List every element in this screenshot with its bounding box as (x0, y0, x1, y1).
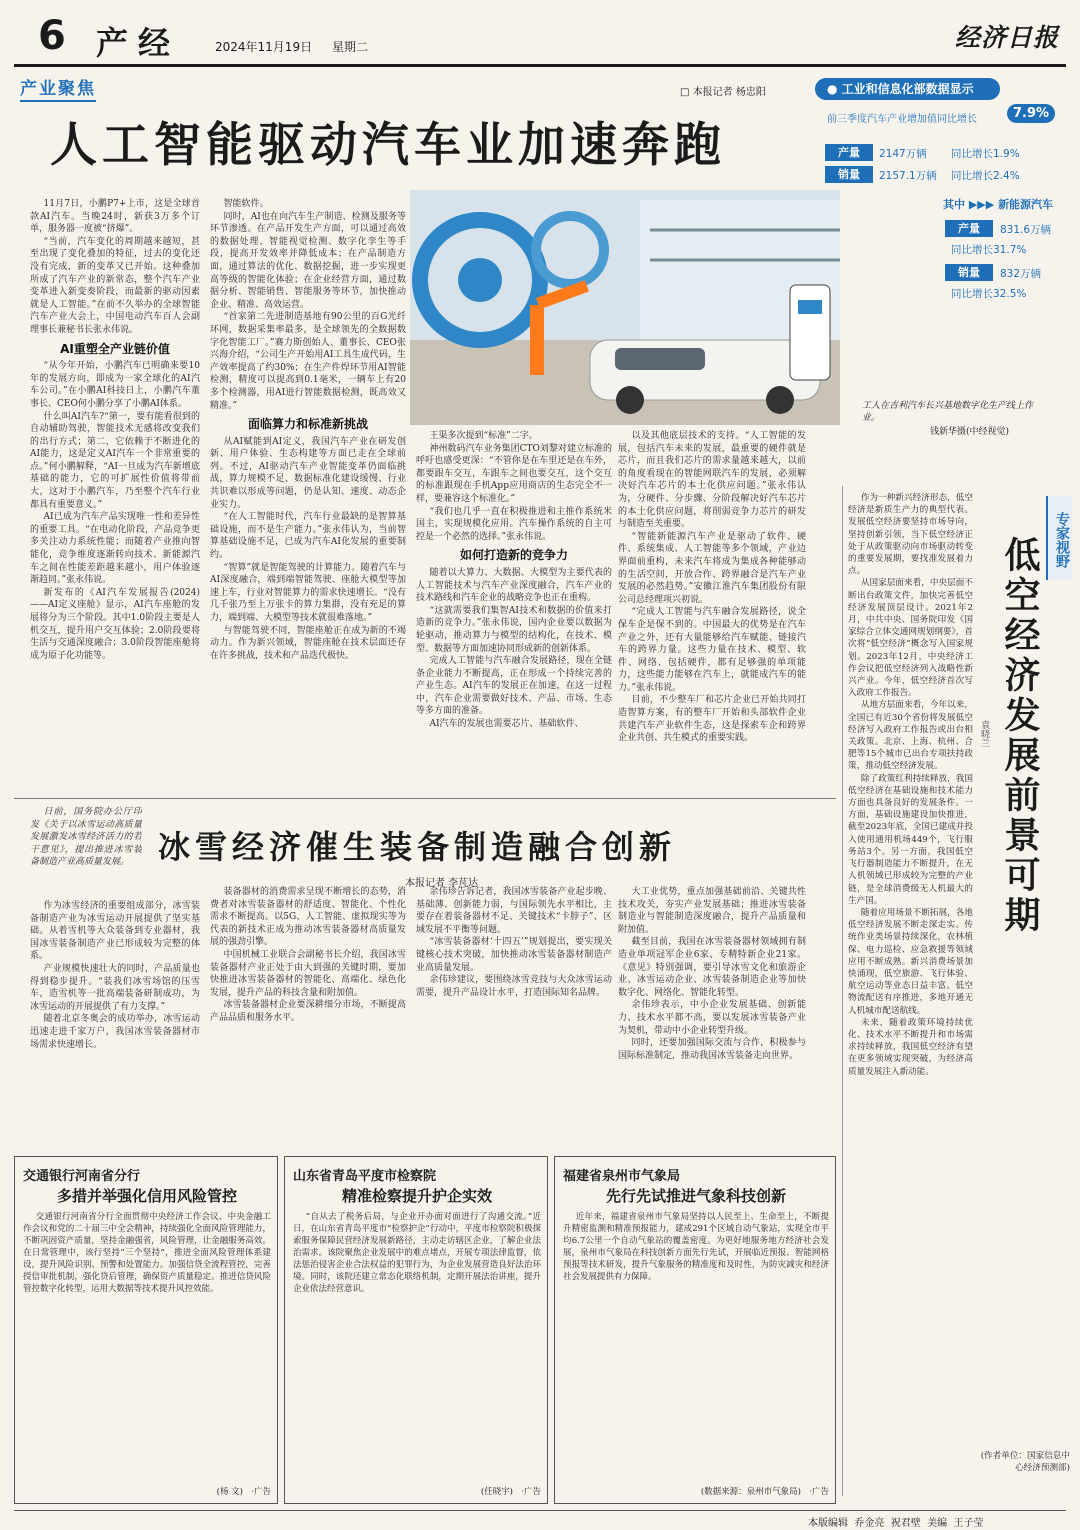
paragraph: “首家第二先进制造基地有90公里的百G光纤环网，数据采集率最多，是全球领先的全数据数字化智能工厂。”赛力斯创始人、董事长、CEO张兴海介绍，“公司生产开始用AI工具生成代码，生产效率提高了约30%；在生产件焊环节用AI智能检测，精度可以提高到0.1毫米，一辆车上有20多个检测器，用AI进行智能数据检测，既高效又精准。” (210, 312, 406, 411)
story2-headline: 冰雪经济催生装备制造融合创新 (158, 828, 677, 866)
paragraph: 神州数码汽车业务集团CTO刘黎对建立标准的呼吁也感受更深：“不管你是在车里还是在车外，都要跟车交互，车跟车之间也要交互，这个交互的标准跟现在手机App应用商店的生态完全不一样，要兼容这个标准化。” (416, 443, 612, 504)
ad-body-text: 近年来，福建省泉州市气象局坚持以人民至上、生命至上，不断提升精密监测和精准预报能力，建成291个区域自动气象站，实现全市平均6.7公里一个自动气象站的覆盖密度。为更好地服务地方经济社会发展，泉州市气象局在科技创新方面先行先试，开展临近预报、智能网格预报等技术研发，提升气象服务的精准度和及时性，为防灾减灾和经济社会发展提供有力保障。 (563, 1212, 829, 1282)
paragraph: “在人工智能时代，汽车行业最缺的是智算基础设施，而不是生产能力。”张永伟认为，当前智算基础设施不足，已成为汽车AI化发展的重要制约。 (210, 512, 406, 561)
masthead-rule (14, 64, 1066, 67)
ad-body (23, 1211, 271, 1483)
stat-row-sales-value: 2157.1万辆 (879, 170, 937, 182)
nev-prefix: 其中 ▶▶▶ (943, 198, 995, 211)
paragraph: 什么叫AI汽车?“第一，要有能看很到的自动辅助驾驶，智能技术无感将改变我们的出行方式；第二，它依赖于不断进化的AI能力，这是定义AI汽车一个非常重要的点。”何小鹏解释，“AI一旦成为汽车新增底基础的能力，它的可扩展性价值将带前大，这对于小鹏汽车，乃至整个汽车行业都具有重要意义。” (30, 411, 200, 510)
story2-lede (30, 806, 142, 876)
story1-column-1 (30, 198, 200, 788)
feature-photo (410, 190, 840, 425)
paragraph: 装备器材的消费需求呈现不断增长的态势，消费者对冰雪装备器材的舒适度、智能化、个性化需求不断提高。以5G、人工智能、虚拟现实等为代表的新技术正成为推动冰雪装备器材高质量发展的强劲引擎。 (210, 887, 406, 948)
headline: 人工智能驱动汽车业加速奔跑 (50, 118, 726, 173)
ad-title: 先行先试推进气象科技创新 (605, 1187, 786, 1205)
paragraph: 与智能驾驶不同，智能座舱正在成为新的不竭动力。作为新兴领域，智能座舱在技术层面还存在许多挑战，技术和产品迭代极快。 (210, 625, 406, 661)
nev-sales-value: 832万辆 (1000, 268, 1042, 280)
paragraph: 从地方层面来看，今年以来，全国已有近30个省份将发展低空经济写入政府工作报告或出台相关政策。北京、上海、杭州、合肥等15个城市已出台专项扶持政策，推动低空经济发展。 (848, 700, 973, 772)
ad-org: 交通银行河南省分行 (23, 1169, 141, 1184)
expert-divider (842, 486, 843, 1496)
ad-author: (数据来源：泉州市气象局) (700, 1487, 801, 1497)
paragraph: “这就需要我们集智AI技术和数据的价值来打造新的竞争力。”张永伟说，国内企业要以数据为轮驱动，推动算力与模型的结构化，在技术、模型、数据等方面加速协同形成新的创新体系。 (416, 605, 612, 654)
stat-row-output-growth: 同比增长1.9% (951, 148, 1020, 160)
footer-rule (14, 1510, 1066, 1511)
story1-column-3 (416, 430, 612, 790)
ad-tag: ·广告 (251, 1487, 271, 1497)
paragraph: 产业规模快速壮大的同时，产品质量也得到稳步提升。“装我们冰雪场馆的压雪车，造雪机等一批高端装备研制成功，为冰雪运动的开展提供了有力支撑。” (30, 963, 200, 1012)
subheading: AI重塑全产业链价值 (60, 341, 170, 356)
photo-caption: 工人在吉利汽车长兴基地数字化生产线上作业。 (862, 401, 1034, 423)
paragraph: “智算”就是智能驾驶的计算能力。随着汽车与AI深度融合，端到端智能驾驶、座舱大模型等加速上车，行业对智能算力的需求快速增长。“没有几千张乃至上万张卡的算力集群，没有充足的算力，端到端、大模型等技术就很难落地。” (210, 562, 406, 623)
newspaper-logo: 经济日报 (955, 23, 1060, 52)
expert-tag (1046, 496, 1072, 580)
byline-text: 本报记者 杨忠阳 (692, 87, 766, 98)
expert-tag-top: 专家 (1054, 512, 1070, 540)
stat-row-sales-key: 销量 (825, 166, 873, 183)
photo-credit: 钱新华摄(中经视觉) (930, 427, 1010, 437)
story1-column-2 (210, 198, 406, 788)
nev-title: 新能源汽车 (998, 198, 1054, 211)
paragraph: 新发布的《AI汽车发展报告(2024)——AI定义座舱》显示，AI汽车座舱的发展将分为三个阶段。其中1.0阶段主要是人机交互，提升用户交互体验；2.0阶段要将生活与交通深度融合；3.0阶段智能座舱将成为原子化功能等。 (30, 587, 200, 661)
ad-body (563, 1211, 829, 1483)
paragraph: “智能新能源汽车产业是驱动了软件、硬件、系统集成、人工智能等多个领域，产业边界面前重构，未来汽车将成为集成各种能够动的生活空间，开放合作、跨界融合是汽车产业发展的必然趋势。”安徽江淮汽车集团股份有限公司总经理项兴初说。 (618, 531, 806, 605)
kicker: 产业聚焦 (20, 74, 96, 102)
nev-output-growth: 同比增长31.7% (951, 244, 1027, 256)
expert-title: 低空经济发展前景可期 (999, 536, 1041, 936)
paragraph: 完成人工智能与汽车融合发展路径，现在全链条企业能力不断提高，正在形成一个持续完善的产业生态。AI汽车的发展正在加速，在这一过程中，汽车企业需要做好技术、产品、市场、生态等多方面的准备。 (416, 656, 612, 717)
nev-sales-key: 销量 (945, 264, 993, 281)
paragraph: 冰雪装备器材企业要深耕细分市场，不断提高产品品质和服务水平。 (210, 1000, 406, 1023)
growth-label: 前三季度汽车产业增加值同比增长 (827, 114, 977, 125)
paragraph: 随着应用场景不断拓展，各地低空经济发展不断走深走实。传统作业类场景持续深化，农林植保、电力巡检、应急救援等领域应用不断成熟。新兴消费场景加快涌现，低空旅游、飞行体验、航空运动等业态日益丰富。低空物流配送有序推进，多地开通无人机城市配送航线。 (848, 907, 973, 1016)
story2-column-4 (618, 886, 806, 1148)
stats-title-band (815, 78, 1000, 100)
expert-body-lower (978, 980, 1070, 1480)
stat-row-output-value: 2147万辆 (879, 148, 927, 160)
ad-title: 精准检察提升护企实效 (341, 1187, 492, 1205)
paragraph: “冰雪装备器材‘十四五’”规划提出，要实现关键核心技术突破，加快推动冰雪装备器材制造产业高质量发展。 (416, 937, 612, 973)
story2-top-rule (14, 798, 836, 799)
nev-output-value: 831.6万辆 (1000, 224, 1052, 236)
stat-row-sales-growth: 同比增长2.4% (951, 170, 1020, 182)
ad-org: 山东省青岛平度市检察院 (293, 1169, 437, 1184)
story2-column-1 (30, 900, 200, 1148)
nev-output-key: 产量 (945, 220, 993, 237)
footer-note: (作者单位：国家信息中心经济预测部) (980, 1451, 1070, 1474)
byline (680, 83, 766, 98)
paragraph: AI汽车的发展也需要芯片、基础软件、 (429, 719, 584, 730)
story2-byline: 本报记者 李芃达 (405, 878, 479, 889)
paragraph: 中国机械工业联合会副秘书长介绍，我国冰雪装备器材产业正处于由大到强的关键时期，要加快推进冰雪装备器材的智能化、高端化、绿色化发展，提升产品的科技含量和附加值。 (210, 949, 406, 998)
paragraph: 从AI赋能到AI定义，我国汽车产业在研发创新、用户体验、生态构建等方面已走在全球前列。不过，AI驱动汽车产业智能变革仍面临挑战，算力规模不足、数据标准化建设缓慢、行业共识难以形成等问题，仍是认知、速度、动态企业实力。 (210, 436, 406, 510)
paragraph: 作为冰雪经济的重要组成部分，冰雪装备制造产业为冰雪运动开展提供了坚实基础。从着雪机等大众装备到专业器材，我国冰雪装备制造产业已形成较为完整的体系。 (30, 901, 200, 962)
nev-sales-growth: 同比增长32.5% (951, 288, 1027, 300)
page-number: 6 (38, 13, 66, 59)
ad-org: 福建省泉州市气象局 (563, 1169, 681, 1184)
editor-credits: 本版编辑 乔金亮 祝君壁 美编 王子莹 (808, 1518, 984, 1529)
paragraph: 同时，AI也在向汽车生产制造、检测及服务等环节渗透。在产品开发生产方面，可以通过高效的数据处理、智能视觉检测、数字化孪生等手段，提高开发效率并降低成本；在产品制造方面，通过算法的优化、数据挖掘，进一步实现更高等级的智能化体验；在企业经营方面，通过数据分析、智能销售、智能服务等环节，加快推动企业、精准、高效运营。 (210, 211, 406, 310)
masthead (0, 0, 1080, 70)
paragraph: 截至目前，我国在冰雪装备器材领域拥有制造业单项冠军企业6家、专精特新企业21家。《意见》特别强调，要引导冰雪文化和旅游企业、冰雪运动企业、冰雪装备制造企业等加快数字化、网络化、智能化转型。 (618, 937, 806, 998)
subheading: 如何打造新的竞争力 (459, 548, 568, 563)
paragraph: 余伟珍建议，要围绕冰雪竞技与大众冰雪运动需要，提升产品设计水平，打造国际知名品牌。 (416, 975, 612, 998)
ad-tag: ·广告 (809, 1487, 829, 1497)
issue-date: 2024年11月19日 (215, 40, 313, 54)
ad-author: (杨 文) (216, 1487, 243, 1497)
paragraph: 以及其他底层技术的支持。“人工智能的发展，包括汽车未来的发展，最重要的硬件就是芯片，而且我们芯片的需求量越来越大，以前的角度看现在的智能网联汽车的发展，必须解决好汽车芯片的本土化供应问题。”张永伟认为，分硬件、分步骤、分阶段解决好汽车芯片的本土化供应问题，将削弱竞争力芯片的研发与制造至关重要。 (618, 431, 806, 530)
paragraph: 智能软件。 (223, 199, 269, 209)
stats-title: 工业和信息化部数据显示 (841, 82, 974, 96)
paragraph: 目前，不少整车厂和芯片企业已开始共同打造智算方案，有的整车厂开始和头部软件企业共建汽车产业软件生态，这是探索车企和跨界企业共创、共生模式的重要实践。 (618, 695, 806, 744)
ad-body (293, 1211, 541, 1483)
ad-body-text: “自从去了税务后局，与企业开办面对面进行了沟通交流。”近日，在山东省青岛平度市“检察护企”行动中，平度市检察院积极探索服务保障民营经济发展新路径，主动走访辖区企业，了解企业法治需求。该院聚焦企业发展中的难点堵点，开展专项法律监督，依法惩治侵害企业合法权益的犯罪行为，为企业发展营造良好法治环境。同时，该院还建立常态化联络机制，定期开展法治讲座，提升企业依法经营意识。 (293, 1212, 541, 1294)
byline-box-icon: □ (680, 87, 693, 98)
paragraph: 同时，还要加强国际交流与合作，积极参与国际标准制定，推动我国冰雪装备走向世界。 (618, 1038, 806, 1061)
nev-heading (943, 196, 1053, 212)
issue-weekday: 星期二 (332, 40, 369, 54)
story2-column-3 (416, 886, 612, 1148)
factory-illustration (410, 190, 840, 425)
story1-column-4 (618, 430, 806, 790)
paragraph: “完成人工智能与汽车融合发展路径，说全保车企是保不到的。中国最大的优势是在汽车产业之外，还有大量能够给汽车赋能、链接汽车的跨界力量。这些力量在技术、模型、软件、网络、包括硬件，都有足够强的单项能力，这些能力能够在汽车上，就能成汽车的能力。”张永伟说。 (618, 607, 806, 693)
paragraph: 随着以大算力、大数据、大模型为主要代表的人工智能技术与汽车产业深度融合，汽车产业的技术路线和汽车企业的战略竞争也正在重构。 (416, 567, 612, 604)
paragraph: 随着北京冬奥会的成功举办，冰雪运动迅速走进千家万户，我国冰雪装备器材市场需求快速增长。 (30, 1014, 200, 1050)
paragraph: 余伟珍告诉记者，我国冰雪装备产业起步晚、基础薄、创新能力弱，与国际领先水平相比，主要存在着装备器材不足、关键技术“卡脖子”、区域发展不平衡等问题。 (416, 887, 612, 935)
paragraph: “当前，汽车变化的周期越来越短，甚至出现了变化叠加的特征，过去的变化还没有完成，新的变革又已开始。这种叠加所成了汽车产业的新常态，整个汽车产业变革进入新变奏阶段，而最新的驱动因素就是人工智能。”在前不久举办的全球智能汽车产业大会上，中国电动汽车百人会副理事长兼秘书长张永伟说。 (30, 236, 200, 335)
expert-body (848, 492, 973, 1492)
subheading: 面临算力和标准新挑战 (247, 417, 368, 432)
paragraph: 王渠多次提到“标准”二字。 (429, 431, 538, 441)
section-name: 产经 (96, 24, 181, 62)
expert-tag-bottom: 视野 (1054, 540, 1070, 568)
stat-row-output-key: 产量 (825, 144, 873, 161)
ad-box-2 (284, 1156, 548, 1504)
paragraph: 除了政策红利持续释放，我国低空经济在基础设施和技术能力方面也具备良好的发展条件。一方面，基础设施建设加快推进，截至2023年底，全国已建成并投入使用通用机场449个，飞行服务站3个。另一方面，我国低空飞行器制造能力不断提升，在无人机领域已形成较为完整的产业链，是全球消费级无人机最大的生产国。 (848, 773, 973, 906)
paragraph: 大工业优势，重点加强基础前沿、关键共性技术攻关，夯实产业发展基础；推进冰雪装备制造业与智能制造深度融合，提升产品质量和附加值。 (618, 887, 806, 935)
ad-box-1 (14, 1156, 278, 1504)
ad-box-3 (554, 1156, 836, 1504)
lede-text: 日前，国务院办公厅印发《关于以冰雪运动高质量发展激发冰雪经济活力的若干意见》，提出推进冰雪装备制造产业高质量发展。 (30, 807, 142, 868)
ad-body-text: 交通银行河南省分行全面贯彻中央经济工作会议、中央金融工作会议和党的二十届三中全会精神，持续强化全面风险管理能力，不断巩固资产质量，坚持金融强省，风险管理，让金融服务高效。在日常管理中，该行坚持“三个坚持”，推进全面风险管理体系建设，提升风险识别、预警和处置能力。加强信贷全流程管控，完善授信审批机制，强化贷后管理，确保资产质量稳定。推进信贷风险管控数字化转型，运用大数据等技术提升风控效能。 (23, 1212, 271, 1294)
growth-value: 7.9% (1007, 104, 1055, 123)
expert-author: 袁晓兰 (979, 720, 989, 747)
bullet-icon: ● (827, 82, 842, 96)
paragraph: 11月7日，小鹏P7+上市，这是全球首款AI汽车。当晚24时，新获3万多个订单，服务器一度被“挤爆”。 (30, 199, 200, 235)
story2-column-2 (210, 886, 406, 1148)
paragraph: 从国家层面来看，中央层面不断出台政策文件，加快完善低空经济发展顶层设计。2021年2月，中共中央、国务院印发《国家综合立体交通网规划纲要》，首次将“低空经济”概念写入国家规划。2023年12月，中央经济工作会议把低空经济列入战略性新兴产业。今年，低空经济首次写入政府工作报告。 (848, 578, 973, 699)
stats-panel (815, 74, 1072, 304)
ad-tag: ·广告 (521, 1487, 541, 1497)
paragraph: 作为一种新兴经济形态，低空经济是新质生产力的典型代表。发展低空经济要坚持市场导向，坚持创新引领，当下低空经济正处于从政策驱动向市场驱动转变的重要发展期，要找准发展着力点。 (848, 493, 973, 577)
paragraph: “从今年开始，小鹏汽车已明确来要10年的发展方向，即成为一家全球化的AI汽车公司。”在小鹏AI科技日上，小鹏汽车董事长、CEO何小鹏分享了小鹏AI体系。 (30, 361, 200, 409)
ad-title: 多措并举强化信用风险管控 (56, 1187, 237, 1205)
paragraph: “我们也几乎一直在积极推进和主推作系统米国主，实现规模化应用。汽车操作系统的自主可控是一个必然的选择。”张永伟说。 (416, 506, 612, 542)
paragraph: 未来，随着政策环境持续优化、技术水平不断提升和市场需求持续释放，我国低空经济有望在更多领域实现突破，为经济高质量发展注入新动能。 (848, 1017, 973, 1077)
ad-author: (任晓宇) (480, 1487, 513, 1497)
paragraph: AI已成为汽车产品实现唯一性和差异性的重要工具。“在电动化阶段，产品竞争更多关注动力系统性能；而随着产业推向智能化，竞争维度逐渐转向技术、新能源汽车之间在性能差距越来越小，用户体验逐渐趋同。”张永伟说。 (30, 512, 200, 586)
paragraph: 余伟珍表示，中小企业发展基础、创新能力、技术水平都不高，要以发展冰雪装备产业为契机，带动中小企业转型升级。 (618, 1000, 806, 1036)
